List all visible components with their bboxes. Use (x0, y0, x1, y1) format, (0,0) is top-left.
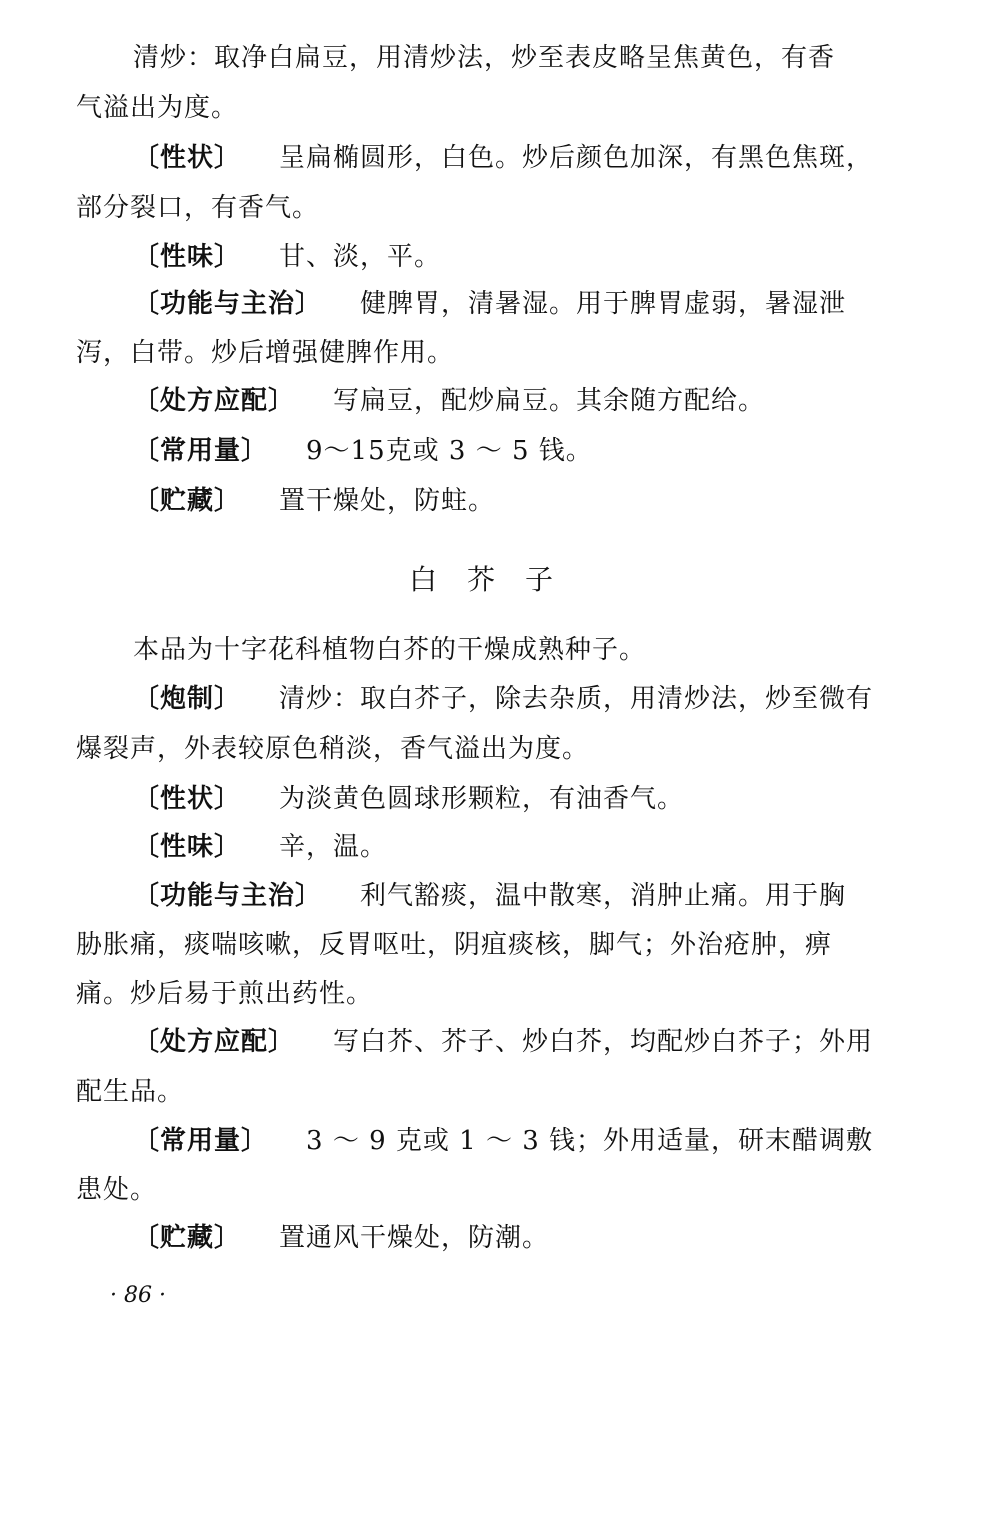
zhucang2-text: 置通风干燥处，防潮。 (279, 1223, 550, 1253)
paozhi-text: 清炒：取白芥子，除去杂质，用清炒法，炒至微有 (279, 684, 874, 714)
paozhi-label: 〔炮制〕 (133, 684, 242, 714)
yongliang2-label: 〔常用量〕 (133, 1126, 269, 1156)
chufang2-line-2: 配生品。 (76, 1077, 185, 1107)
xingwei-label: 〔性味〕 (133, 242, 242, 272)
chufang-text: 写扁豆，配炒扁豆。其余随方配给。 (333, 386, 766, 416)
intro-line: 本品为十字花科植物白芥的干燥成熟种子。 (133, 635, 647, 665)
xingzhuang-line-1 (133, 138, 874, 178)
chufang-line (133, 381, 856, 421)
gongneng-label: 〔功能与主治〕 (133, 289, 323, 319)
xingzhuang2-line (133, 779, 856, 819)
zhucang-label: 〔贮藏〕 (133, 486, 242, 516)
qingchao-line-1: 清炒：取净白扁豆，用清炒法，炒至表皮略呈焦黄色，有香 (133, 43, 836, 73)
chufang-label: 〔处方应配〕 (133, 386, 296, 416)
yongliang-label: 〔常用量〕 (133, 436, 269, 466)
xingwei-line (133, 237, 856, 277)
zhucang2-line (133, 1218, 856, 1258)
xingzhuang-label: 〔性状〕 (133, 143, 242, 173)
gongneng2-label: 〔功能与主治〕 (133, 881, 323, 911)
zhucang2-label: 〔贮藏〕 (133, 1223, 242, 1253)
chufang2-label: 〔处方应配〕 (133, 1027, 296, 1057)
gongneng-line-2: 泻，白带。炒后增强健脾作用。 (76, 338, 455, 368)
yongliang2-line-2: 患处。 (76, 1175, 158, 1205)
paozhi-line-2: 爆裂声，外表较原色稍淡，香气溢出为度。 (76, 734, 590, 764)
xingwei2-label: 〔性味〕 (133, 832, 242, 862)
page-number: · 86 · (110, 1283, 166, 1308)
xingzhuang-text: 呈扁椭圆形，白色。炒后颜色加深，有黑色焦斑， (279, 143, 874, 173)
gongneng2-line-2: 胁胀痛，痰喘咳嗽，反胃呕吐，阴疽痰核，脚气；外治疮肿，痹 (76, 930, 833, 960)
chufang2-text: 写白芥、芥子、炒白芥，均配炒白芥子；外用 (333, 1027, 874, 1057)
zhucang-text: 置干燥处，防蛀。 (279, 486, 496, 516)
gongneng2-line-1 (133, 876, 856, 916)
yongliang-text: 9～15克或 3 ～ 5 钱。 (306, 436, 593, 466)
xingwei2-text: 辛，温。 (279, 832, 388, 862)
gongneng-line-1 (133, 284, 856, 324)
xingwei-text: 甘、淡，平。 (279, 242, 442, 272)
yongliang2-line-1 (133, 1121, 874, 1161)
yongliang2-text: 3 ～ 9 克或 1 ～ 3 钱；外用适量，研末醋调敷 (306, 1126, 874, 1156)
yongliang-line (133, 431, 856, 471)
section-title: 白芥子 (408, 563, 583, 596)
xingzhuang-line-2: 部分裂口，有香气。 (76, 193, 320, 223)
qingchao-line-2: 气溢出为度。 (76, 93, 239, 123)
gongneng-text: 健脾胃，清暑湿。用于脾胃虚弱，暑湿泄 (360, 289, 847, 319)
zhucang-line (133, 481, 856, 521)
xingzhuang2-label: 〔性状〕 (133, 784, 242, 814)
gongneng2-line-3: 痛。炒后易于煎出药性。 (76, 979, 374, 1009)
paozhi-line-1 (133, 679, 874, 719)
xingzhuang2-text: 为淡黄色圆球形颗粒，有油香气。 (279, 784, 685, 814)
gongneng2-text: 利气豁痰，温中散寒，消肿止痛。用于胸 (360, 881, 847, 911)
xingwei2-line (133, 827, 856, 867)
chufang2-line-1 (133, 1022, 874, 1062)
